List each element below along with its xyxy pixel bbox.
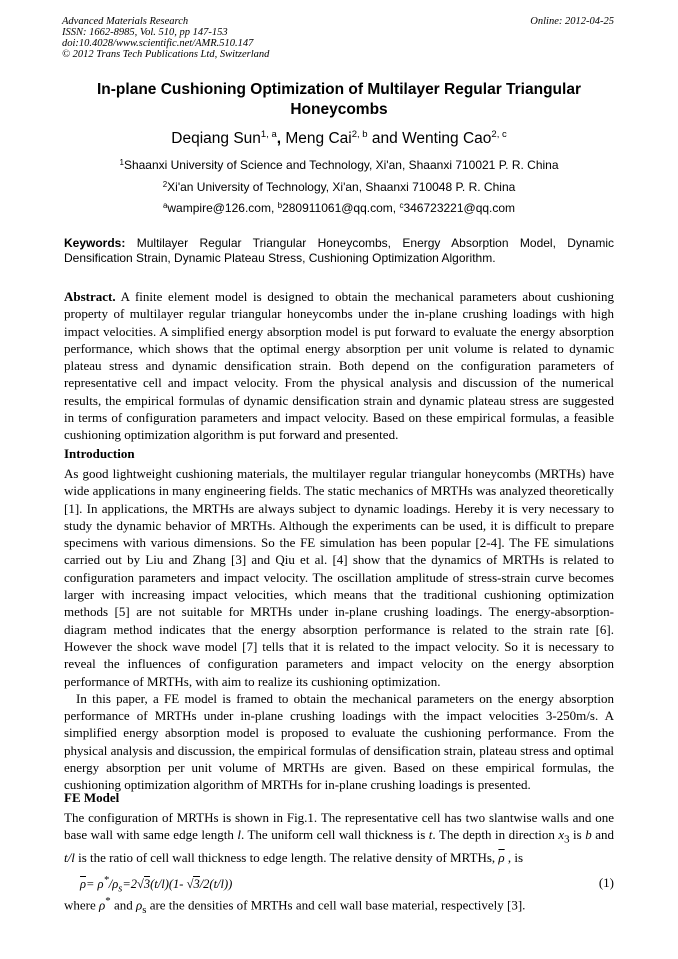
eq-sqrt-3b: 3 — [193, 877, 200, 892]
var-x: x — [558, 827, 565, 843]
email-line — [64, 201, 614, 215]
abstract — [64, 288, 614, 444]
fe-text-2: . The uniform cell wall thickness is — [240, 827, 429, 843]
where-text-1: where — [64, 897, 100, 913]
author-1-mark: 1, a — [260, 129, 277, 140]
issn-line: ISSN: 1662-8985, Vol. 510, pp 147-153 — [62, 27, 228, 38]
abstract-label: Abstract. — [64, 289, 116, 304]
where-text-2: and — [110, 897, 136, 913]
fe-text-4: is — [569, 827, 586, 843]
var-x-sub: 3 — [564, 833, 570, 846]
introduction-paragraph-1: As good lightweight cushioning materials, the multilayer regular triangular honeycombs (MRTHs) have wide applications in many engineering fields. The static mechanics of MRTHs was analyzed theoretically [1]. In applications, the MRTHs are always subject to dynamic loadings. Hereby it is very necessary to study the dynamic behavior of MRTHs. Although the experiments can be used, it is difficult to prepare specimens with various dimensions. So the FE simulation has been popular [2-4]. The FE simulations carried out by Liu and Zhang [3] and Qiu et al. [4] show that the dynamics of MRTHs is related to configuration parameters and impact velocity. The oscillation amplitude of stress-strain curve becomes larger with increasing impact velocities, which means that the traditional cushioning optimization methods [5] are not suitable for MRTHs under in-plane crushing loadings. The energy-absorption-diagram method indicates that the energy absorption performance is related to the strain rate [6]. However the shock wave model [7] tells that it is related to the impact velocity. So it is necessary to reveal the influences of configuration parameters and impact velocity on the energy absorption performance of MRTHs, with aim to realize its cushioning optimization. — [64, 466, 614, 689]
sqrt-icon-2: √ — [186, 877, 194, 892]
author-3: Wenting Cao — [402, 130, 492, 147]
keywords — [64, 236, 614, 266]
author-2-mark: 2, b — [351, 129, 368, 140]
doi-line: doi:10.4028/www.scientific.net/AMR.510.147 — [62, 38, 254, 49]
fe-model-heading — [64, 789, 614, 806]
sqrt-icon: √ — [137, 877, 144, 892]
online-date: Online: 2012-04-25 — [530, 16, 614, 27]
email-c[interactable]: 346723221@qq.com — [403, 201, 516, 215]
author-list — [64, 128, 614, 150]
eq-star: * — [103, 875, 109, 886]
affiliation-1-text: Shaanxi University of Science and Technology, Xi'an, Shaanxi 710021 P. R. China — [123, 158, 559, 172]
email-b[interactable]: 280911061@qq.com, — [282, 201, 400, 215]
fe-text-3: . The depth in direction — [432, 827, 559, 843]
eq-part-4: (t/l)(1- — [150, 877, 187, 892]
introduction-heading-text: Introduction — [64, 446, 135, 461]
keywords-label: Keywords: — [64, 236, 126, 250]
where-rho: ρ — [99, 897, 106, 913]
where-rho-s: ρ — [135, 897, 143, 913]
var-b: b — [585, 827, 592, 843]
email-a-mark: a — [162, 201, 168, 210]
eq-sub-s: s — [118, 883, 123, 895]
fe-model-paragraph — [64, 809, 614, 866]
affiliation-1 — [64, 158, 614, 172]
email-c-mark: c — [399, 201, 404, 210]
author-1: Deqiang Sun — [171, 130, 261, 147]
where-text-3: are the densities of MRTHs and cell wall base material, respectively [3]. — [146, 897, 526, 913]
fe-text-5: and — [591, 827, 614, 843]
author-and: and — [367, 130, 403, 147]
eq-part-2: /ρ — [108, 877, 119, 892]
var-rho-bar: $\overline{\rho}$ — [498, 850, 505, 866]
fe-text-6: is the ratio of cell wall thickness to edge length. The relative density of MRTHs, — [74, 850, 499, 866]
author-2: Meng Cai — [281, 130, 352, 147]
abstract-text: A finite element model is designed to obtain the mechanical parameters about cushioning property of multilayer regular triangular honeycombs under the in-plane crushing loadings with high impact velocities. A simplified energy absorption model is put forward to evaluate the energy absorption performance, which shows that the optimal energy absorption per unit volume is related to dynamic plateau stress and dynamic densification strain. Both depend on the configuration parameters of representative cell and impact velocity. From the physical analysis and discussion of the numerical results, the empirical formulas of dynamic densification strain and dynamic plateau stress are suggested in terms of configuration parameters and impact velocity. Based on these empirical formulas, a feasible cushioning optimization algorithm is put forward and presented. — [64, 289, 614, 443]
author-3-mark: 2, c — [491, 129, 507, 140]
var-t-over-l: t/l — [64, 850, 75, 866]
var-t: t — [428, 827, 433, 843]
eq-part-5: /2(t/l)) — [199, 877, 233, 892]
equation-number: (1) — [598, 875, 614, 890]
eq-rho-bar: $\overline{\rho}$ — [80, 877, 86, 892]
email-a[interactable]: wampire@126.com, — [167, 201, 278, 215]
affiliation-2-mark: 2 — [162, 180, 168, 189]
title-line-1: In-plane Cushioning Optimization of Multilayer Regular Triangular — [97, 81, 581, 98]
fe-model-heading-text: FE Model — [64, 790, 120, 805]
eq-part-3: =2 — [122, 877, 137, 892]
affiliation-1-mark: 1 — [119, 158, 124, 167]
affiliation-2 — [64, 180, 614, 194]
keywords-text: Multilayer Regular Triangular Honeycombs, Energy Absorption Model, Dynamic Densification Strain, Dynamic Plateau Stress, Cushioning Optimization Algorithm. — [64, 236, 614, 265]
title-line-2: Honeycombs — [290, 101, 388, 118]
where-sub-s: s — [142, 903, 147, 916]
where-star: * — [105, 895, 111, 907]
fe-text-1: The configuration of MRTHs is shown in Fig.1. The representative cell has two slantwise walls and one base wall with same edge length — [64, 810, 614, 843]
affiliation-2-text: Xi'an University of Technology, Xi'an, Shaanxi 710048 P. R. China — [167, 180, 516, 194]
journal-header — [62, 16, 269, 60]
where-line — [64, 893, 614, 919]
eq-part-1: = ρ — [86, 877, 104, 892]
var-l: l — [237, 827, 241, 843]
email-b-mark: b — [277, 201, 283, 210]
copyright-line: © 2012 Trans Tech Publications Ltd, Switzerland — [62, 49, 270, 60]
equation-1 — [80, 875, 232, 895]
eq-sqrt-3a: 3 — [143, 877, 151, 892]
introduction-paragraph-2: In this paper, a FE model is framed to obtain the mechanical parameters on the energy absorption performance of MRTHs under in-plane crushing loadings with the impact velocities 3-250m/s. A simplified energy absorption model is proposed to evaluate the cushioning performance. From the physical analysis and discussion, the empirical formulas of densification strain, plateau stress and optimal energy absorption per unit volume of MRTHs are given. Based on these empirical formulas, the cushioning optimization algorithm of MRTHs for in-plane crushing loadings is presented. — [64, 690, 614, 793]
author-separator: , — [276, 130, 282, 147]
journal-name: Advanced Materials Research — [62, 16, 189, 27]
introduction-body — [64, 465, 614, 794]
paper-title — [64, 80, 614, 120]
fe-text-7: , is — [504, 850, 524, 866]
introduction-heading — [64, 445, 614, 462]
